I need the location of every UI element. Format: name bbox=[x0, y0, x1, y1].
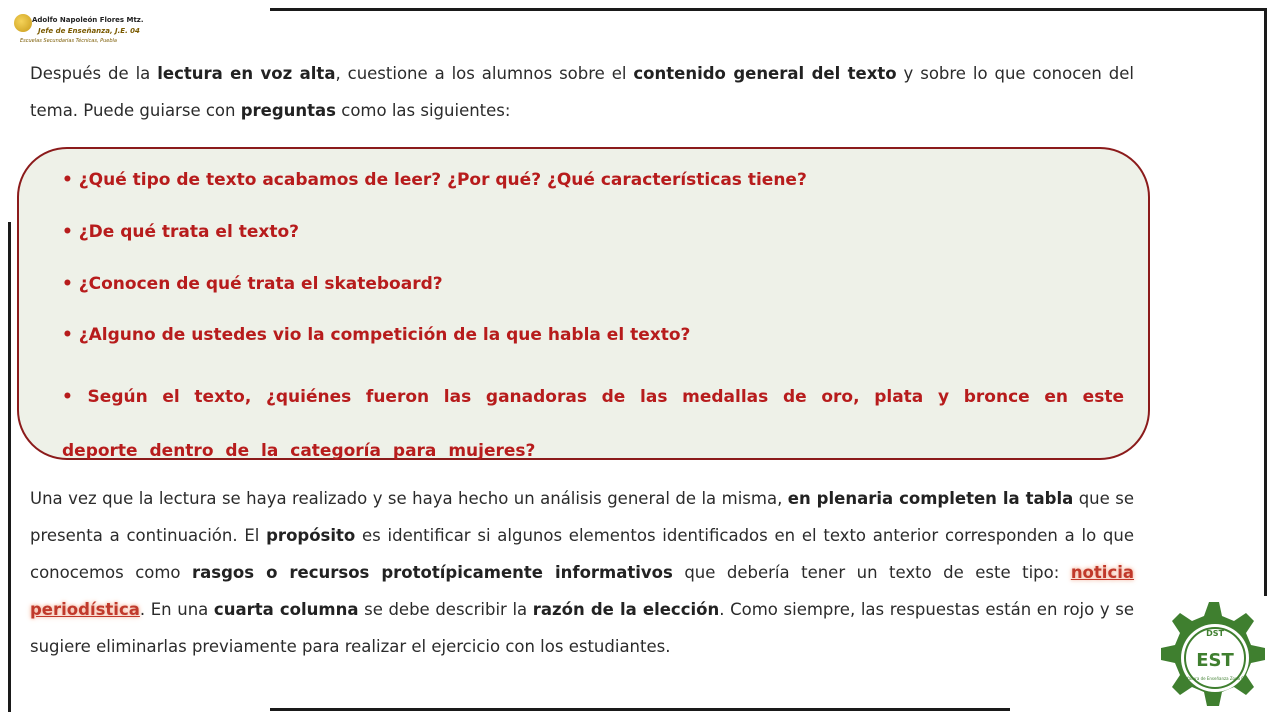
seal-top-text: DST bbox=[1206, 629, 1224, 638]
highlighted-term: noticia periodística bbox=[30, 563, 1135, 619]
intro-paragraph bbox=[30, 55, 1134, 129]
question-item: • ¿Alguno de ustedes vio la competición de la que habla el texto? bbox=[62, 325, 691, 345]
instructions-paragraph bbox=[30, 480, 1134, 665]
logo-role: Jefe de Enseñanza, J.E. 04 bbox=[38, 27, 140, 35]
body-bold: rasgos o recursos prototípicamente informativos bbox=[192, 563, 673, 582]
frame-bottom-rule bbox=[270, 708, 1010, 711]
question-item: • ¿Qué tipo de texto acabamos de leer? ¿Por qué? ¿Qué características tiene? bbox=[62, 170, 807, 190]
intro-text: , cuestione a los alumnos sobre el bbox=[335, 64, 634, 83]
intro-bold: lectura en voz alta bbox=[157, 64, 336, 83]
frame-left-rule bbox=[8, 222, 11, 712]
logo-name: Adolfo Napoleón Flores Mtz. bbox=[32, 16, 144, 24]
intro-bold: preguntas bbox=[240, 101, 337, 120]
body-text: . Como siempre, las respuestas están en rojo y se sugiere eliminarlas previamente para realizar el ejercicio con los estudiantes. bbox=[30, 600, 1134, 656]
body-text: se debe describir la bbox=[358, 600, 533, 619]
body-text: que se presenta a continuación. El bbox=[30, 489, 1134, 545]
school-seal-icon bbox=[1152, 596, 1278, 720]
body-bold: en plenaria completen la tabla bbox=[787, 489, 1074, 508]
author-logo bbox=[14, 10, 144, 54]
body-text: es identificar si algunos elementos identificados en el texto anterior corresponden a lo que conocemos como bbox=[30, 526, 1135, 582]
intro-bold: contenido general del texto bbox=[633, 64, 897, 83]
seal-bottom-text: Jefatura de Enseñanza Zona 04 bbox=[1183, 676, 1247, 681]
body-bold: propósito bbox=[266, 526, 356, 545]
body-text: que debería tener un texto de este tipo: bbox=[672, 563, 1071, 582]
question-item: • Según el texto, ¿quiénes fueron las ganadoras de las medallas de oro, plata y bronce en este deporte dentro de la categoría para mujeres? bbox=[62, 387, 1124, 461]
frame-top-rule bbox=[270, 8, 1266, 11]
intro-text: y sobre lo que conocen del tema. Puede guiarse con bbox=[30, 64, 1135, 120]
seal-mark: EST bbox=[1196, 650, 1234, 671]
body-bold: cuarta columna bbox=[213, 600, 359, 619]
intro-text: como las siguientes: bbox=[336, 101, 511, 120]
body-bold: razón de la elección bbox=[532, 600, 720, 619]
body-text: Una vez que la lectura se haya realizado y se haya hecho un análisis general de la misma, bbox=[30, 489, 788, 508]
question-item: • ¿Conocen de qué trata el skateboard? bbox=[62, 274, 443, 294]
logo-institution: Escuelas Secundarias Técnicas, Puebla bbox=[20, 38, 117, 44]
frame-right-rule bbox=[1264, 8, 1267, 596]
intro-text: Después de la bbox=[30, 64, 158, 83]
question-item: • ¿De qué trata el texto? bbox=[62, 222, 299, 242]
logo-emblem-icon bbox=[14, 14, 32, 32]
body-text: . En una bbox=[139, 600, 214, 619]
